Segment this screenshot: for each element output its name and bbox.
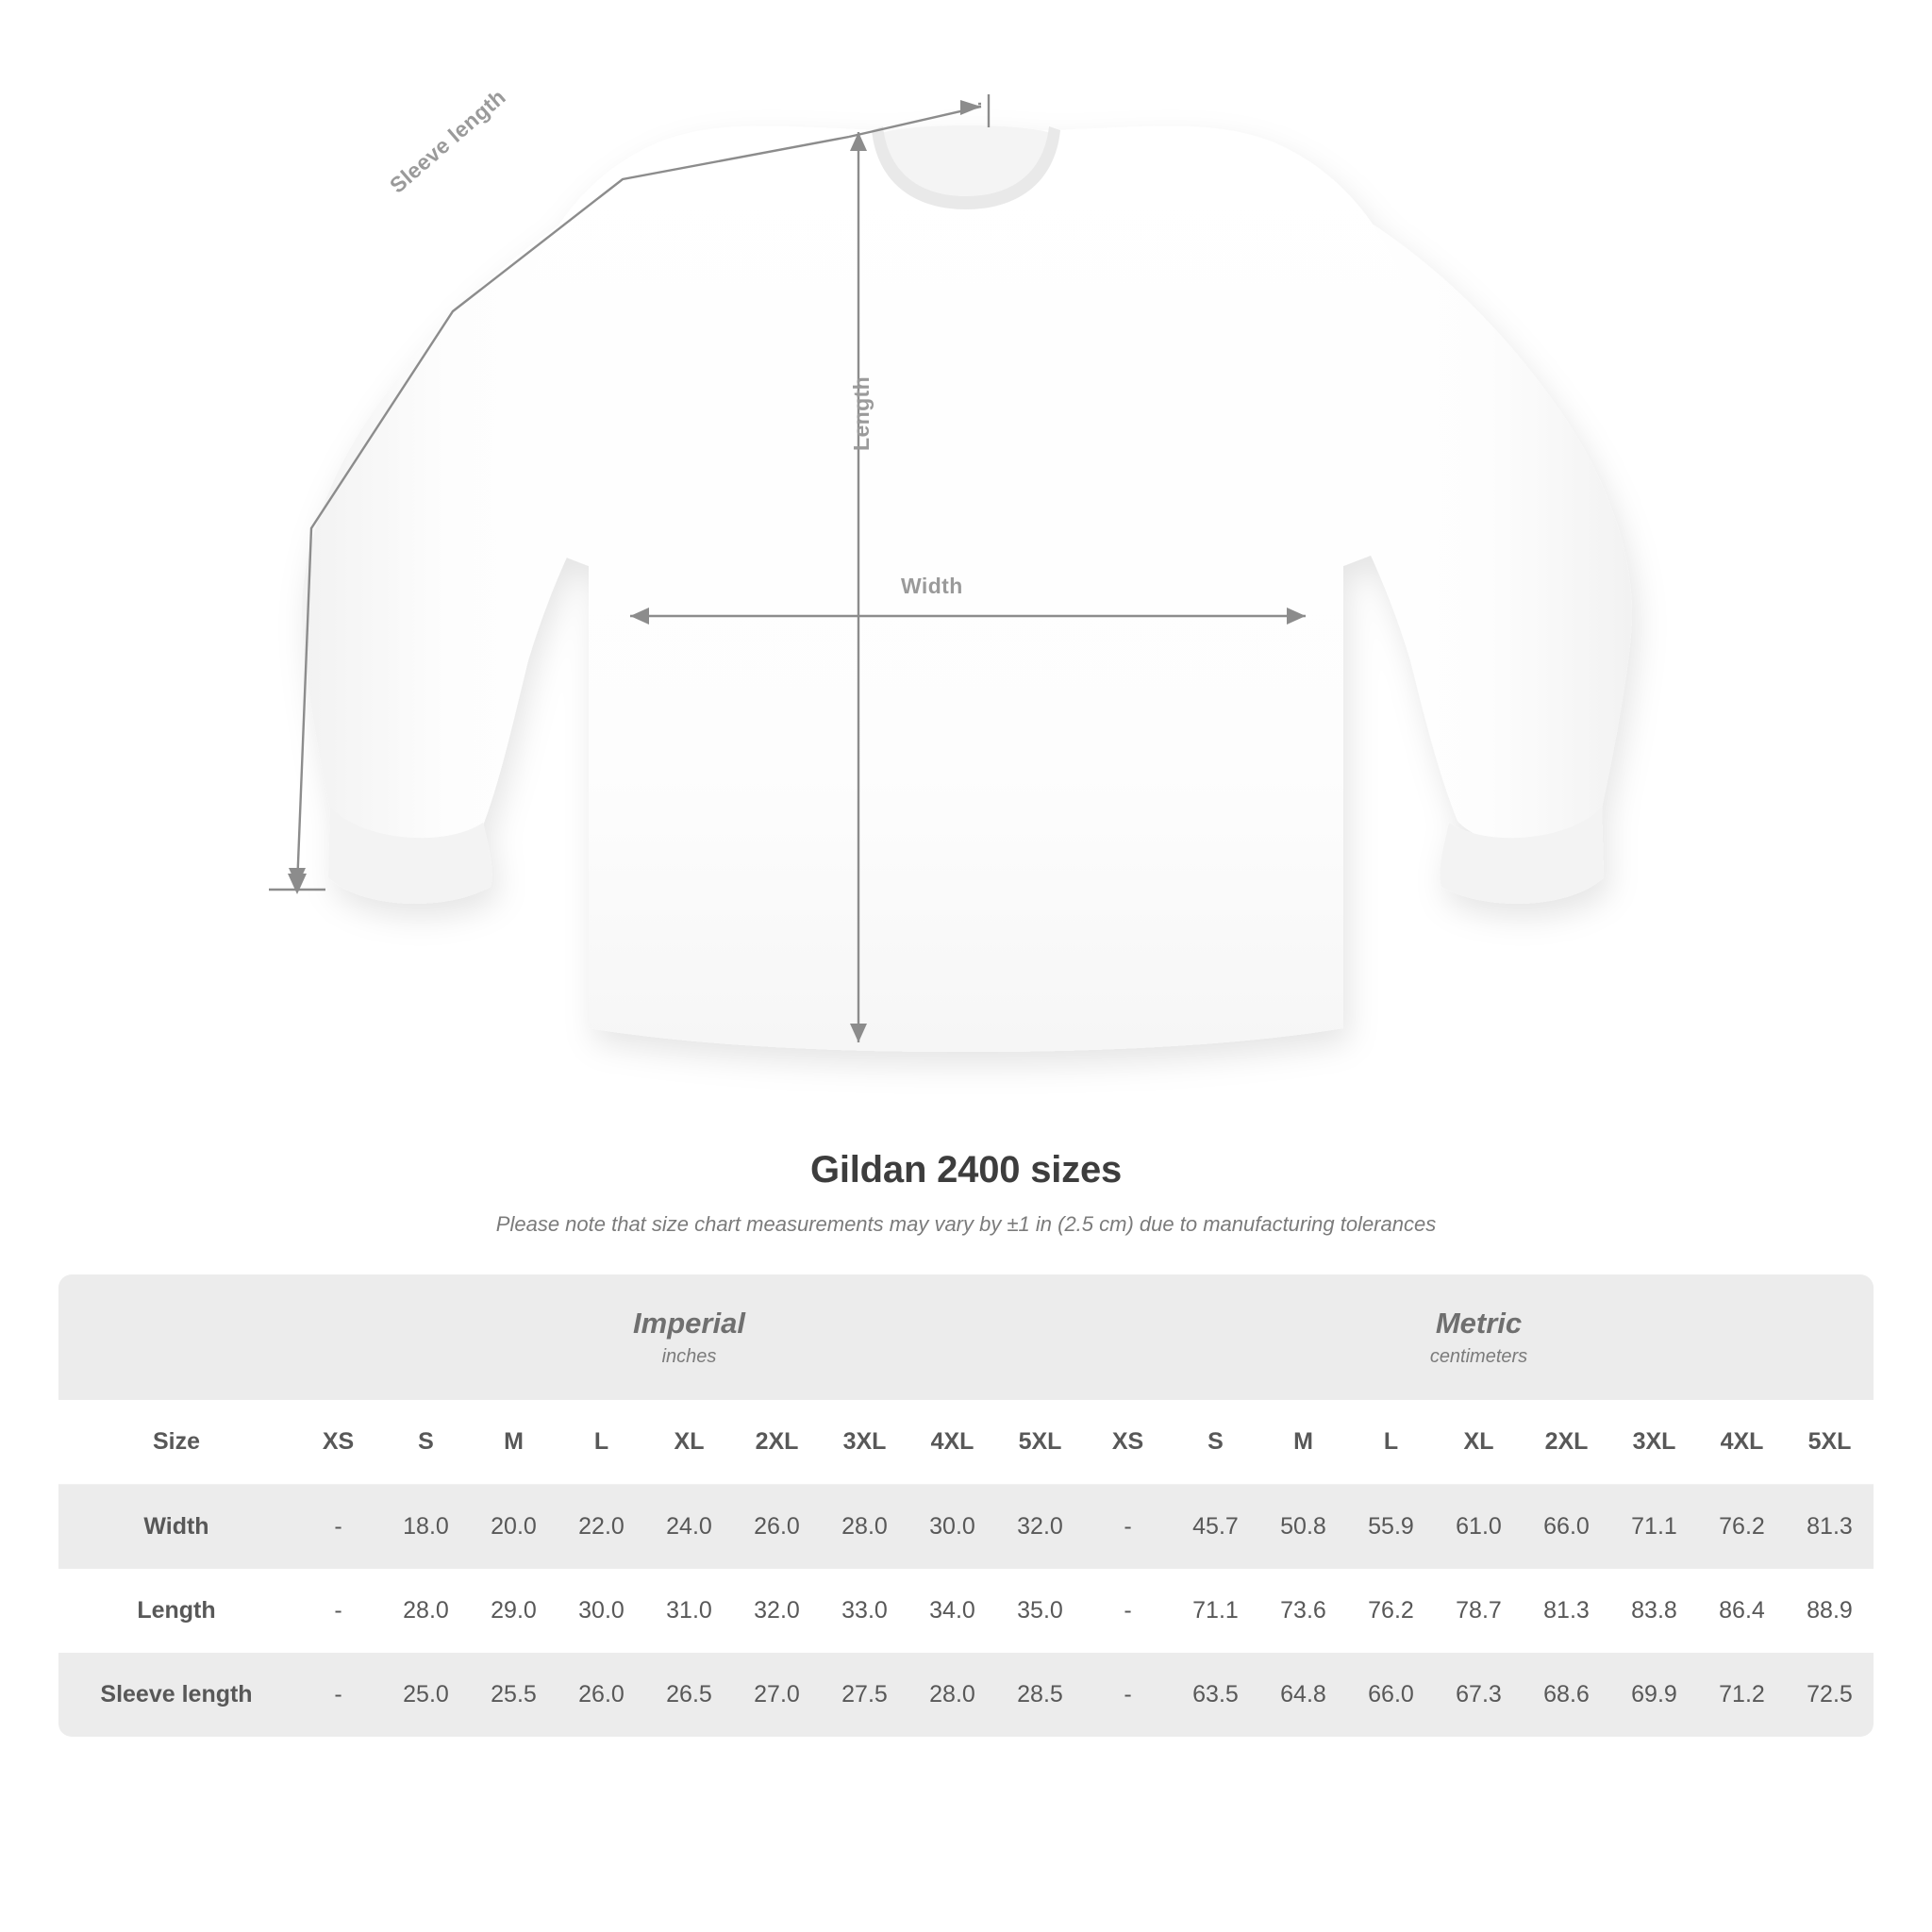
sleeve-metric-s: 63.5 [1172,1653,1259,1737]
header-metric-5xl: 5XL [1786,1400,1874,1485]
width-imperial-4xl: 30.0 [908,1485,996,1570]
width-dimension-label: Width [901,574,963,598]
width-metric-xs: - [1084,1485,1172,1570]
length-imperial-m: 29.0 [491,1597,537,1624]
width-metric-3xl: 71.1 [1610,1485,1698,1570]
sleeve-length-dimension-label: Sleeve length [385,84,510,198]
header-imperial-s: S [382,1400,470,1485]
header-imperial-xl: XL [645,1400,733,1485]
length-imperial-s: 28.0 [403,1597,449,1624]
length-imperial-4xl: 34.0 [929,1597,975,1624]
width-imperial-xl: 24.0 [645,1485,733,1570]
sleeve-metric-l: 66.0 [1347,1653,1435,1737]
width-imperial-l: 22.0 [558,1485,645,1570]
sleeve-imperial-3xl: 27.5 [821,1653,908,1737]
size-table-container [58,1274,1874,1737]
header-metric-3xl: 3XL [1610,1400,1698,1485]
sleeve-metric-3xl: 69.9 [1610,1653,1698,1737]
width-imperial-s: 18.0 [382,1485,470,1570]
header-imperial-3xl: 3XL [821,1400,908,1485]
metric-label: Metric [1435,1307,1523,1340]
sleeve-metric-5xl: 72.5 [1786,1653,1874,1737]
sleeve-imperial-5xl: 28.5 [996,1653,1084,1737]
sleeve-imperial-m: 25.5 [470,1653,558,1737]
imperial-unit-cell [294,1274,1084,1400]
length-imperial-2xl: 32.0 [754,1597,800,1624]
header-metric-s: S [1172,1400,1259,1485]
sleeve-imperial-xl: 26.5 [645,1653,733,1737]
header-metric-4xl: 4XL [1698,1400,1786,1485]
sleeve-imperial-2xl: 27.0 [733,1653,821,1737]
size-header-row [58,1400,1874,1485]
header-imperial-2xl: 2XL [733,1400,821,1485]
imperial-label: Imperial [633,1307,745,1340]
width-metric-s: 45.7 [1172,1485,1259,1570]
length-imperial-xl: 31.0 [666,1597,712,1624]
width-metric-2xl: 66.0 [1523,1485,1610,1570]
size-header-label: Size [58,1400,294,1485]
size-table [58,1274,1874,1737]
header-imperial-l: L [558,1400,645,1485]
length-metric-m: 73.6 [1280,1597,1326,1624]
metric-unit-cell [1084,1274,1874,1400]
length-metric-3xl: 83.8 [1631,1597,1677,1624]
tolerance-note: Please note that size chart measurements may vary by ±1 in (2.5 cm) due to manufacturing tolerances [495,1212,1437,1236]
width-imperial-5xl: 32.0 [996,1485,1084,1570]
length-metric-5xl: 88.9 [1807,1597,1853,1624]
header-imperial-4xl: 4XL [908,1400,996,1485]
width-imperial-2xl: 26.0 [733,1485,821,1570]
sleeve-imperial-xs: - [294,1653,382,1737]
imperial-sub-label: inches [661,1346,717,1367]
length-metric-xs: - [1124,1597,1132,1624]
width-imperial-m: 20.0 [470,1485,558,1570]
table-row [58,1569,1874,1653]
width-metric-m: 50.8 [1259,1485,1347,1570]
length-imperial-3xl: 33.0 [841,1597,888,1624]
width-imperial-xs: - [294,1485,382,1570]
sleeve-metric-4xl: 71.2 [1698,1653,1786,1737]
sleeve-metric-xl: 67.3 [1435,1653,1523,1737]
table-row [58,1653,1874,1737]
length-dimension-label: Length [849,375,874,451]
table-row [58,1485,1874,1570]
header-imperial-m: M [470,1400,558,1485]
header-metric-l: L [1347,1400,1435,1485]
header-imperial-5xl: 5XL [996,1400,1084,1485]
width-imperial-3xl: 28.0 [821,1485,908,1570]
sleeve-imperial-s: 25.0 [382,1653,470,1737]
unit-spacer-cell [58,1274,294,1400]
row-label-width: Width [58,1485,294,1570]
sleeve-imperial-l: 26.0 [558,1653,645,1737]
metric-sub-label: centimeters [1429,1346,1528,1367]
shirt-shape [302,125,1632,1052]
sleeve-metric-2xl: 68.6 [1523,1653,1610,1737]
sleeve-metric-xs: - [1084,1653,1172,1737]
length-metric-4xl: 86.4 [1719,1597,1765,1624]
row-label-sleeve-length: Sleeve length [58,1653,294,1737]
width-metric-5xl: 81.3 [1786,1485,1874,1570]
header-metric-xs: XS [1084,1400,1172,1485]
length-metric-s: 71.1 [1192,1597,1239,1624]
length-metric-l: 76.2 [1368,1597,1414,1624]
title-block [0,1149,1932,1237]
sleeve-metric-m: 64.8 [1259,1653,1347,1737]
sleeve-imperial-4xl: 28.0 [908,1653,996,1737]
header-imperial-xs: XS [294,1400,382,1485]
length-metric-2xl: 81.3 [1543,1597,1590,1624]
width-metric-4xl: 76.2 [1698,1485,1786,1570]
unit-header-row [58,1274,1874,1400]
row-label-length: Length [137,1597,216,1624]
page-title: Gildan 2400 sizes [809,1149,1123,1191]
header-metric-m: M [1259,1400,1347,1485]
header-metric-xl: XL [1435,1400,1523,1485]
length-imperial-l: 30.0 [578,1597,625,1624]
length-imperial-xs: - [334,1597,342,1624]
header-metric-2xl: 2XL [1523,1400,1610,1485]
length-metric-xl: 78.7 [1456,1597,1502,1624]
width-metric-xl: 61.0 [1435,1485,1523,1570]
width-metric-l: 55.9 [1347,1485,1435,1570]
length-imperial-5xl: 35.0 [1017,1597,1063,1624]
